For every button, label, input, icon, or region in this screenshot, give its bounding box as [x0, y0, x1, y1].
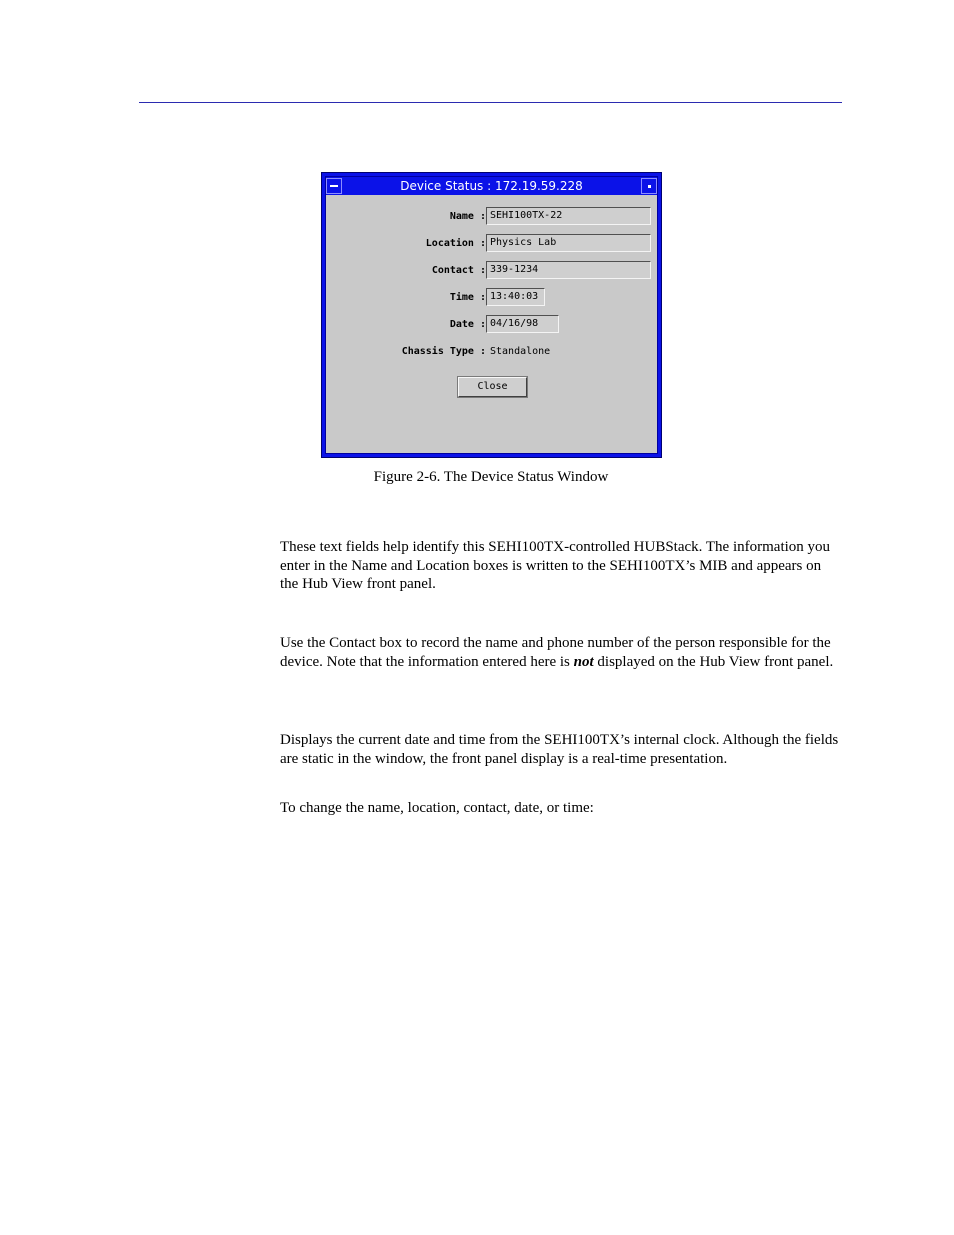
window-menu-icon[interactable] [326, 178, 342, 194]
contact-label: Contact : [431, 265, 486, 276]
paragraph-contact [280, 634, 842, 671]
location-label: Location : [425, 238, 486, 249]
figure-caption: Figure 2-6. The Device Status Window [373, 469, 609, 485]
time-label: Time : [449, 292, 486, 303]
device-status-window [321, 172, 662, 458]
paragraph-contact-text-end: displayed on the Hub View front panel. [593, 653, 834, 670]
close-button[interactable]: Close [458, 377, 527, 397]
paragraph-instructions: To change the name, location, contact, date, or time: [280, 800, 594, 816]
header-rule [139, 102, 842, 103]
paragraph-contact-text: Use the Contact box to record the name and phone number of the person responsible for the device. Note that the information entered here is [280, 635, 831, 670]
time-input[interactable]: 13:40:03 [486, 288, 545, 306]
chassis-type-label: Chassis Type : [401, 346, 486, 357]
emphasis-not: not [573, 653, 594, 670]
date-input[interactable]: 04/16/98 [486, 315, 559, 333]
name-label: Name : [449, 211, 486, 222]
window-title: Device Status : 172.19.59.228 [400, 179, 583, 193]
paragraph-date-time: Displays the current date and time from the SEHI100TX’s internal clock. Although the fields are static in the window, the front panel display is a real-time presentation. [280, 732, 839, 767]
chassis-type-value: Standalone [490, 346, 551, 357]
name-input[interactable]: SEHI100TX-22 [486, 207, 651, 225]
contact-input[interactable]: 339-1234 [486, 261, 651, 279]
location-input[interactable]: Physics Lab [486, 234, 651, 252]
window-body [325, 176, 658, 454]
title-bar[interactable] [326, 177, 657, 195]
maximize-icon[interactable] [641, 178, 657, 194]
date-label: Date : [449, 319, 486, 330]
paragraph-name-location: These text fields help identify this SEHI100TX-controlled HUBStack. The information you enter in the Name and Location boxes is written to the SEHI100TX’s MIB and appears on the Hub View front panel. [280, 539, 831, 592]
